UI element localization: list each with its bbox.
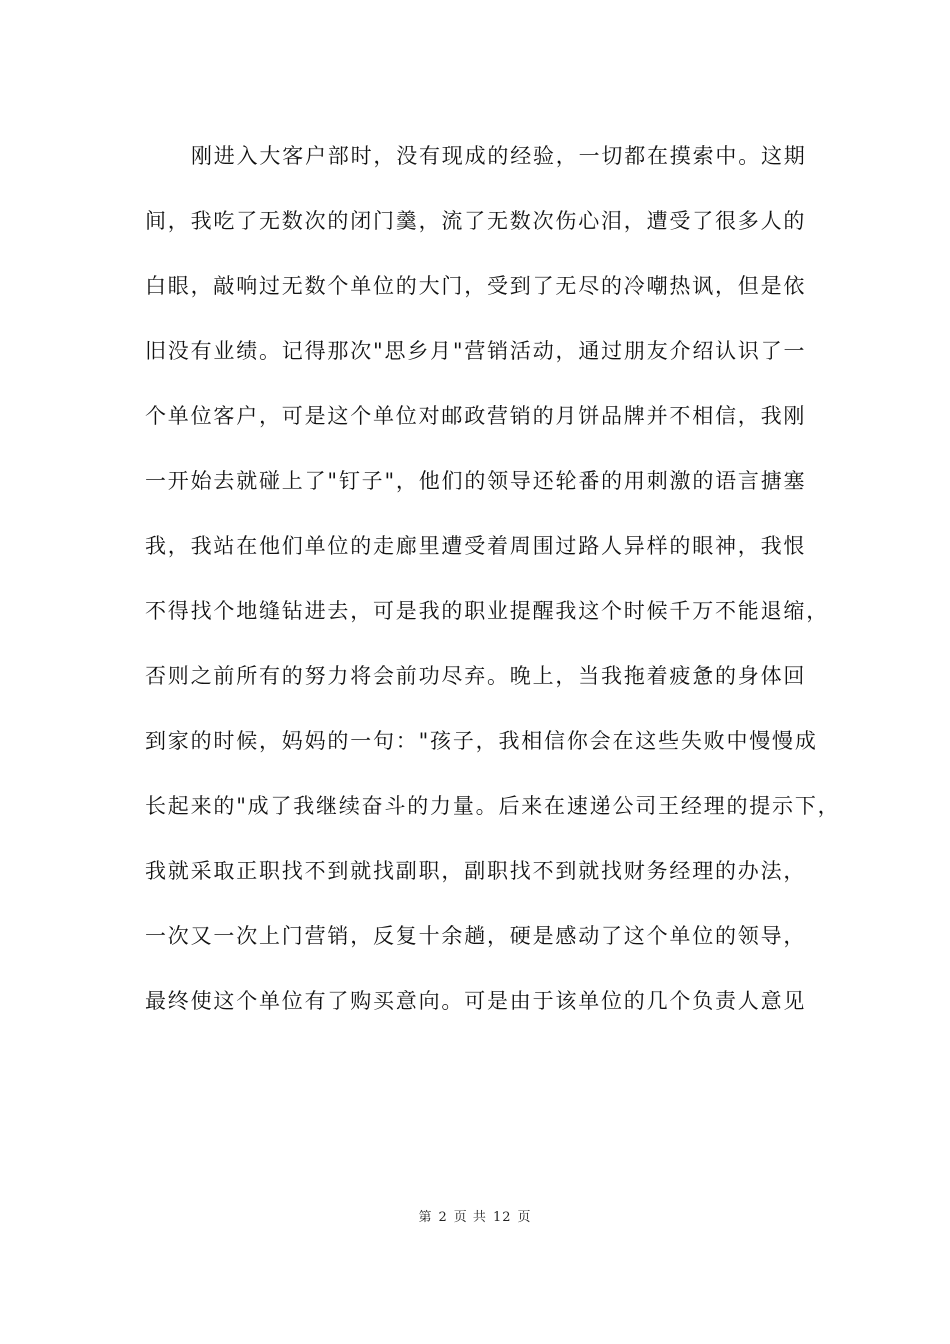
paragraph-line-8: 不得找个地缝钻进去，可是我的职业提醒我这个时候千万不能退缩， (145, 599, 829, 623)
paragraph-line-9: 否则之前所有的努力将会前功尽弃。晚上，当我拖着疲惫的身体回 (145, 664, 807, 688)
paragraph-line-14: 最终使这个单位有了购买意向。可是由于该单位的几个负责人意见 (145, 989, 807, 1013)
paragraph-line-4: 旧没有业绩。记得那次"思乡月"营销活动，通过朋友介绍认识了一 (145, 339, 807, 363)
paragraph-line-1: 刚进入大客户部时，没有现成的经验，一切都在摸索中。这期 (191, 144, 807, 168)
page-footer (0, 1206, 950, 1225)
body-paragraph (145, 130, 841, 1040)
page-label-suffix: 页 (517, 1210, 532, 1225)
paragraph-line-2: 间，我吃了无数次的闭门羹，流了无数次伤心泪，遭受了很多人的 (145, 209, 807, 233)
paragraph-line-11: 长起来的"成了我继续奋斗的力量。后来在速递公司王经理的提示下， (145, 794, 841, 818)
paragraph-line-10: 到家的时候，妈妈的一句："孩子，我相信你会在这些失败中慢慢成 (145, 729, 818, 753)
paragraph-line-5: 个单位客户，可是这个单位对邮政营销的月饼品牌并不相信，我刚 (145, 404, 807, 428)
paragraph-line-3: 白眼，敲响过无数个单位的大门，受到了无尽的冷嘲热讽，但是依 (145, 274, 807, 298)
paragraph-line-7: 我，我站在他们单位的走廊里遭受着周围过路人异样的眼神，我恨 (145, 534, 807, 558)
page-label-mid: 页 共 (453, 1210, 487, 1225)
current-page-number: 2 (438, 1210, 448, 1225)
page-label-prefix: 第 (418, 1210, 433, 1225)
total-pages-number: 12 (492, 1210, 512, 1225)
paragraph-line-6: 一开始去就碰上了"钉子"，他们的领导还轮番的用刺激的语言搪塞 (145, 469, 807, 493)
paragraph-line-13: 一次又一次上门营销，反复十余趟，硬是感动了这个单位的领导， (145, 924, 807, 948)
paragraph-line-12: 我就采取正职找不到就找副职，副职找不到就找财务经理的办法， (145, 859, 807, 883)
